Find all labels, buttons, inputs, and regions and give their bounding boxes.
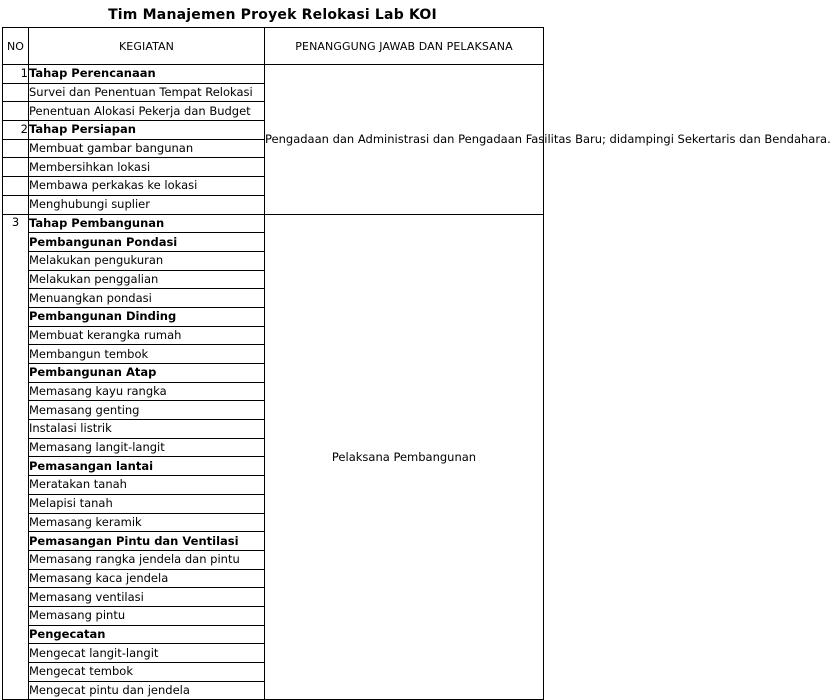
- activity-cell[interactable]: Memasang langit-langit: [29, 438, 265, 457]
- activity-cell[interactable]: Mengecat tembok: [29, 663, 265, 682]
- activity-cell[interactable]: Menuangkan pondasi: [29, 289, 265, 308]
- sheet-title: Tim Manajemen Proyek Relokasi Lab KOI: [108, 7, 437, 23]
- row-number-cell[interactable]: [3, 158, 29, 177]
- row-number-cell[interactable]: 2: [3, 121, 29, 140]
- activity-heading-cell[interactable]: Tahap Persiapan: [29, 121, 265, 140]
- header-row: [3, 28, 544, 65]
- activity-cell[interactable]: Memasang ventilasi: [29, 588, 265, 607]
- activity-heading-cell[interactable]: Tahap Perencanaan: [29, 65, 265, 84]
- activity-cell[interactable]: Melapisi tanah: [29, 494, 265, 513]
- activity-cell[interactable]: Meratakan tanah: [29, 476, 265, 495]
- table-body: [3, 65, 831, 700]
- activity-cell[interactable]: Penentuan Alokasi Pekerja dan Budget: [29, 102, 265, 121]
- activity-cell[interactable]: Memasang rangka jendela dan pintu: [29, 550, 265, 569]
- table-row: [3, 214, 544, 233]
- activity-cell[interactable]: Melakukan pengukuran: [29, 251, 265, 270]
- activity-heading-cell[interactable]: Pengecatan: [29, 625, 265, 644]
- row-number-cell[interactable]: 3: [3, 214, 29, 700]
- header-activity[interactable]: KEGIATAN: [29, 28, 265, 65]
- activity-heading-cell[interactable]: Pembangunan Atap: [29, 364, 265, 383]
- header-no[interactable]: NO: [3, 28, 29, 65]
- activity-cell[interactable]: Memasang keramik: [29, 513, 265, 532]
- activity-heading-cell[interactable]: Pemasangan lantai: [29, 457, 265, 476]
- activity-heading-cell[interactable]: Tahap Pembangunan: [29, 214, 265, 233]
- header-responsible[interactable]: PENANGGUNG JAWAB DAN PELAKSANA: [265, 28, 544, 65]
- row-number-cell[interactable]: 1: [3, 65, 29, 84]
- activity-cell[interactable]: Membersihkan lokasi: [29, 158, 265, 177]
- row-number-cell[interactable]: [3, 83, 29, 102]
- activity-table: [2, 27, 831, 700]
- activity-cell[interactable]: Menghubungi suplier: [29, 195, 265, 214]
- activity-heading-cell[interactable]: Pemasangan Pintu dan Ventilasi: [29, 532, 265, 551]
- row-number-cell[interactable]: [3, 177, 29, 196]
- activity-cell[interactable]: Membuat gambar bangunan: [29, 139, 265, 158]
- table-row: [3, 65, 544, 84]
- activity-cell[interactable]: Membangun tembok: [29, 345, 265, 364]
- activity-cell[interactable]: Mengecat langit-langit: [29, 644, 265, 663]
- activity-cell[interactable]: Mengecat pintu dan jendela: [29, 681, 265, 700]
- activity-cell[interactable]: Instalasi listrik: [29, 420, 265, 439]
- activity-heading-cell[interactable]: Pembangunan Pondasi: [29, 233, 265, 252]
- activity-cell[interactable]: Survei dan Penentuan Tempat Relokasi: [29, 83, 265, 102]
- activity-cell[interactable]: Memasang genting: [29, 401, 265, 420]
- activity-cell[interactable]: Memasang kaca jendela: [29, 569, 265, 588]
- activity-cell[interactable]: Memasang pintu: [29, 606, 265, 625]
- activity-cell[interactable]: Memasang kayu rangka: [29, 382, 265, 401]
- row-number-cell[interactable]: [3, 139, 29, 158]
- activity-heading-cell[interactable]: Pembangunan Dinding: [29, 307, 265, 326]
- activity-cell[interactable]: Membawa perkakas ke lokasi: [29, 177, 265, 196]
- row-number-cell[interactable]: [3, 195, 29, 214]
- row-number-cell[interactable]: [3, 102, 29, 121]
- responsible-cell[interactable]: Pengadaan dan Administrasi dan Pengadaan Fasilitas Baru; didampingi Sekertaris dan Bendahara.: [265, 65, 544, 215]
- responsible-cell[interactable]: Pelaksana Pembangunan: [265, 214, 544, 700]
- activity-cell[interactable]: Membuat kerangka rumah: [29, 326, 265, 345]
- activity-cell[interactable]: Melakukan penggalian: [29, 270, 265, 289]
